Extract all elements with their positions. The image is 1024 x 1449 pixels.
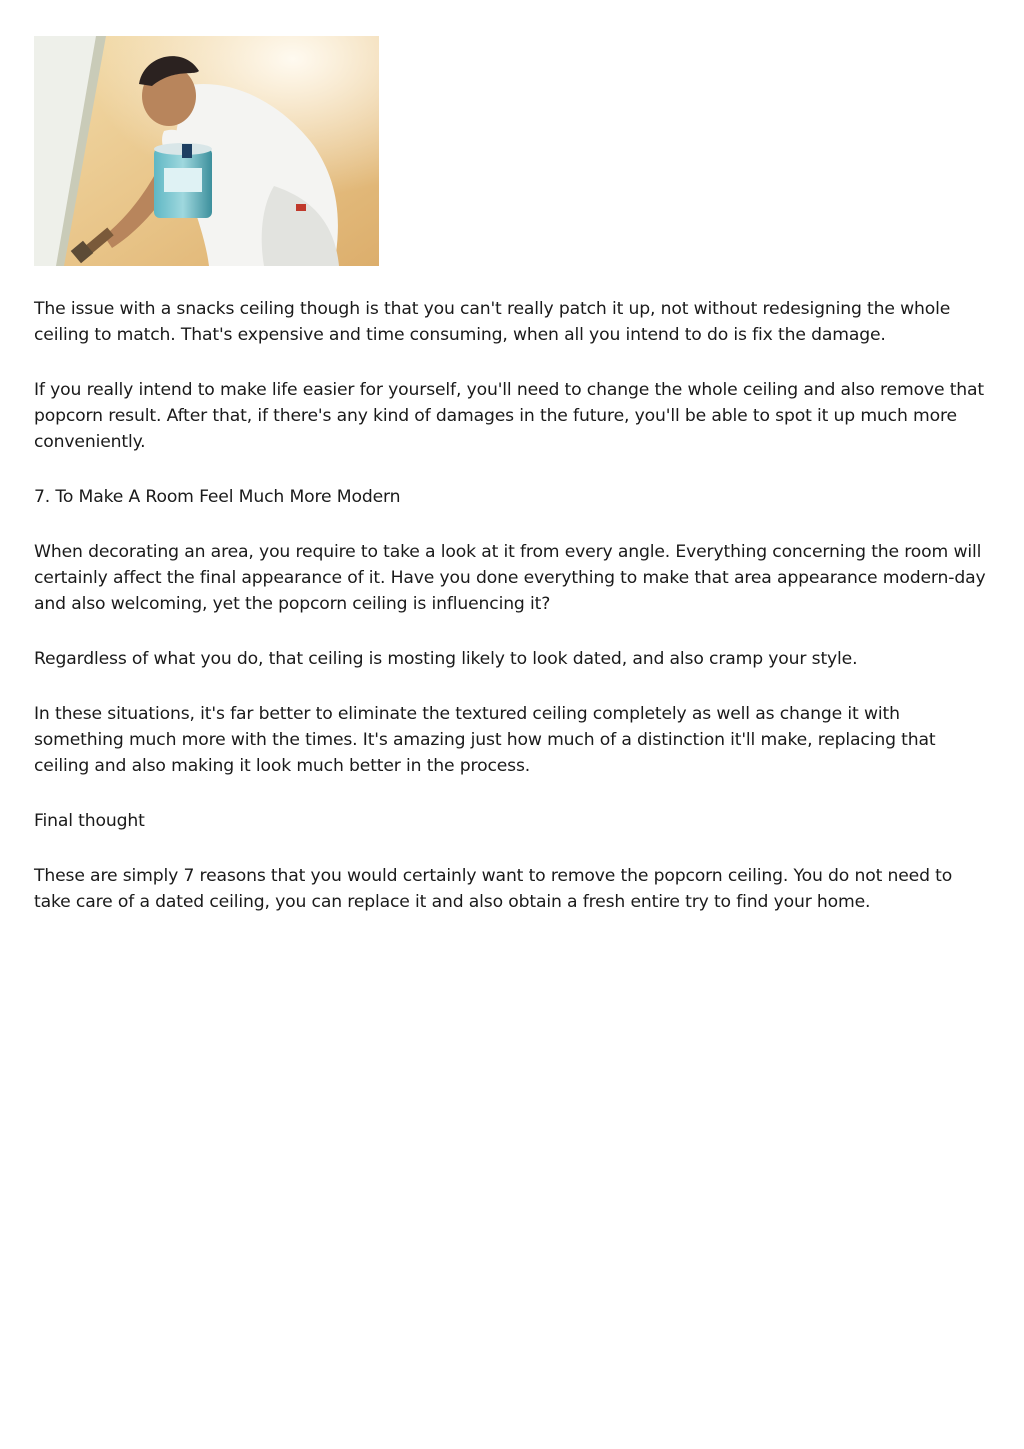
article-body [34,296,990,944]
paragraph-5: In these situations, it's far better to eliminate the textured ceiling completely as well as change it with something much more with the times. It's amazing just how much of a distinction it'll make, replacing that ceiling and also making it look much better in the process. [34,704,936,776]
painter-photo [34,36,379,266]
paragraph-4: Regardless of what you do, that ceiling is mosting likely to look dated, and also cramp your style. [34,649,858,669]
section-heading-final: Final thought [34,811,145,831]
paragraph-2: If you really intend to make life easier for yourself, you'll need to change the whole ceiling and also remove that popcorn result. After that, if there's any kind of damages in the future, you'll be able to spot it up much more conveniently. [34,380,984,452]
painter-photo-icon [34,36,379,266]
paragraph-6: These are simply 7 reasons that you would certainly want to remove the popcorn ceiling. You do not need to take care of a dated ceiling, you can replace it and also obtain a fresh entire try to find your home. [34,866,953,912]
paragraph-1: The issue with a snacks ceiling though is that you can't really patch it up, not without redesigning the whole ceiling to match. That's expensive and time consuming, when all you intend to do is fix the damage. [34,299,951,345]
paragraph-3: When decorating an area, you require to take a look at it from every angle. Everything concerning the room will certainly affect the final appearance of it. Have you done everything to make that area appearance modern-day and also welcoming, yet the popcorn ceiling is influencing it? [34,542,986,614]
section-heading-7: 7. To Make A Room Feel Much More Modern [34,487,401,507]
